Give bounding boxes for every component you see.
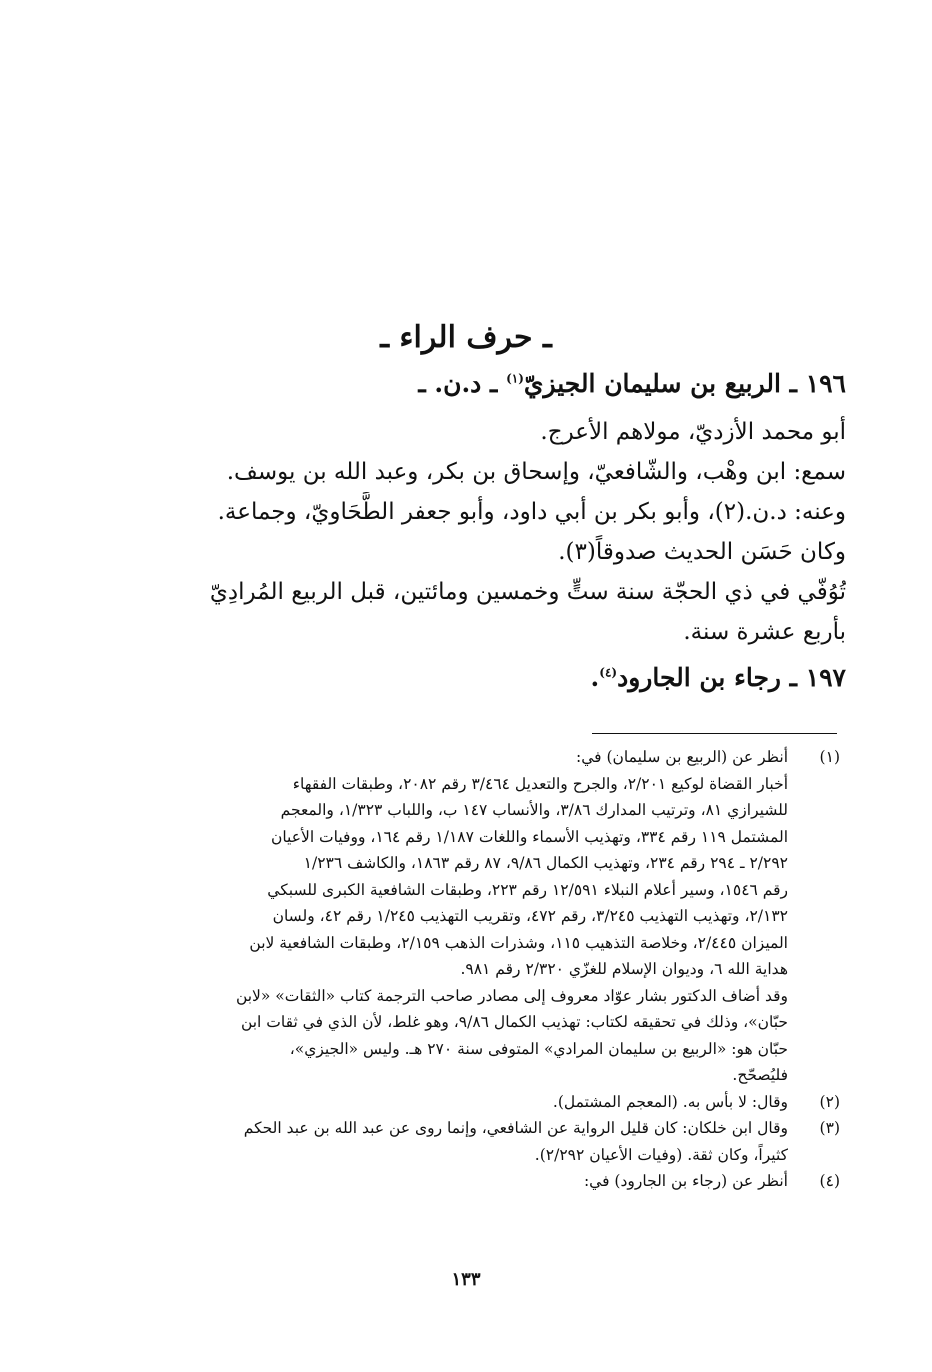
- footnote-number: (١): [819, 748, 840, 766]
- footnote-line: أنظر عن (رجاء بن الجارود) في:: [583, 1172, 788, 1190]
- footnote-3: [92, 1115, 840, 1168]
- entry-heading-tail: ـ د.ن. ـ: [418, 369, 507, 398]
- chapter-title: ـ حرف الراء ـ: [380, 320, 552, 355]
- footnote-1: [92, 744, 840, 1089]
- footnote-line: ٢/٢٩٢ ـ ٢٩٤ رقم ٢٣٤، وتهذيب الكمال ٩/٨٦، ٨٧ رقم ١٨٦٣، والكاشف ١/٢٣٦: [303, 854, 788, 872]
- footnote-ref: (١): [506, 371, 524, 386]
- entry-line: وعنه: د.ن.(٢)، وأبو بكر بن أبي داود، وأبو جعفر الطَّحَاويّ، وجماعة.: [217, 499, 846, 525]
- main-text: [126, 364, 846, 698]
- entry-line: تُوُفّي في ذي الحجّة سنة ستٍّ وخمسين ومائتين، قبل الربيع المُرادِيّ: [209, 579, 846, 605]
- footnote-line: كثيراً، وكان ثقة. (وفيات الأعيان ٢/٢٩٢).: [534, 1145, 788, 1164]
- footnote-divider: [592, 733, 837, 734]
- footnote-line: وقال ابن خلكان: كان قليل الرواية عن الشافعي، وإنما روى عن عبد الله بن عبد الحكم: [243, 1119, 788, 1137]
- page-number: ١٣٣: [451, 1269, 481, 1290]
- footnote-line: المشتمل ١١٩ رقم ٣٣٤، وتهذيب الأسماء واللغات ١/١٨٧ رقم ١٦٤، ووفيات الأعيان: [270, 827, 788, 846]
- footnote-number: (٤): [819, 1172, 840, 1190]
- footnotes: [92, 744, 840, 1195]
- entry-heading-tail: .: [590, 663, 600, 692]
- footnote-line: أخبار القضاة لوكيع ٢/٢٠١، والجرح والتعديل ٣/٤٦٤ رقم ٢٠٨٢، وطبقات الفقهاء: [292, 774, 788, 793]
- entry-line: بأربع عشرة سنة.: [683, 619, 846, 645]
- entry-heading-196: [126, 364, 846, 404]
- footnote-line: رقم ١٥٤٦، وسير أعلام النبلاء ١٢/٥٩١ رقم ٢٢٣، وطبقات الشافعية الكبرى للسبكي: [267, 880, 788, 899]
- footnote-ref: (٤): [599, 665, 618, 680]
- entry-line: سمع: ابن وهْب، والشّافعيّ، وإسحاق بن بكر، وعبد الله بن يوسف.: [226, 459, 846, 485]
- footnote-number: (٢): [819, 1092, 840, 1111]
- footnote-line: حبّان»، وذلك في تحقيقه لكتاب: تهذيب الكمال ٩/٨٦، وهو غلط، لأن الذي في ثقات ابن: [240, 1013, 788, 1031]
- entry-line: أبو محمد الأزديّ، مولاهم الأعرج.: [540, 419, 846, 445]
- footnote-line: وقد أضاف الدكتور بشار عوّاد معروف إلى مصادر صاحب الترجمة كتاب «الثقات» «لابن: [235, 986, 788, 1005]
- footnote-4: [92, 1168, 840, 1195]
- footnote-number: (٣): [819, 1119, 840, 1137]
- footnote-line: هداية الله ٦، وديوان الإسلام للغزّي ٢/٣٢٠ رقم ٩٨١.: [460, 960, 788, 978]
- footnote-line: أنظر عن (الربيع بن سليمان) في:: [575, 748, 788, 766]
- entry-heading-text: ١٩٦ ـ الربيع بن سليمان الجيزيّ: [523, 369, 846, 398]
- footnote-line: فليُصحّح.: [732, 1066, 788, 1084]
- footnote-line: ٢/١٣٢، وتهذيب التهذيب ٣/٢٤٥، رقم ٤٧٢، وتقريب التهذيب ١/٢٤٥ رقم ٤٢، ولسان: [272, 907, 788, 925]
- footnote-line: الميزان ٢/٤٤٥، وخلاصة التذهيب ١١٥، وشذرات الذهب ٢/١٥٩، وطبقات الشافعية لابن: [249, 933, 788, 952]
- footnote-line: وقال: لا بأس به. (المعجم المشتمل).: [552, 1092, 788, 1111]
- footnote-2: [92, 1089, 840, 1116]
- entry-line: وكان حَسَن الحديث صدوقاً(٣).: [558, 539, 846, 565]
- entry-heading-197: [126, 658, 846, 698]
- footnote-line: للشيرازي ٨١، وترتيب المدارك ٣/٨٦، والأنساب ١٤٧ ب، واللباب ١/٣٢٣، والمعجم: [280, 801, 788, 819]
- footnote-line: حبّان هو: «الربيع بن سليمان المرادي» المتوفى سنة ٢٧٠ هـ. وليس «الجيزي»،: [289, 1039, 788, 1058]
- entry-heading-text: ١٩٧ ـ رجاء بن الجارود: [617, 663, 846, 692]
